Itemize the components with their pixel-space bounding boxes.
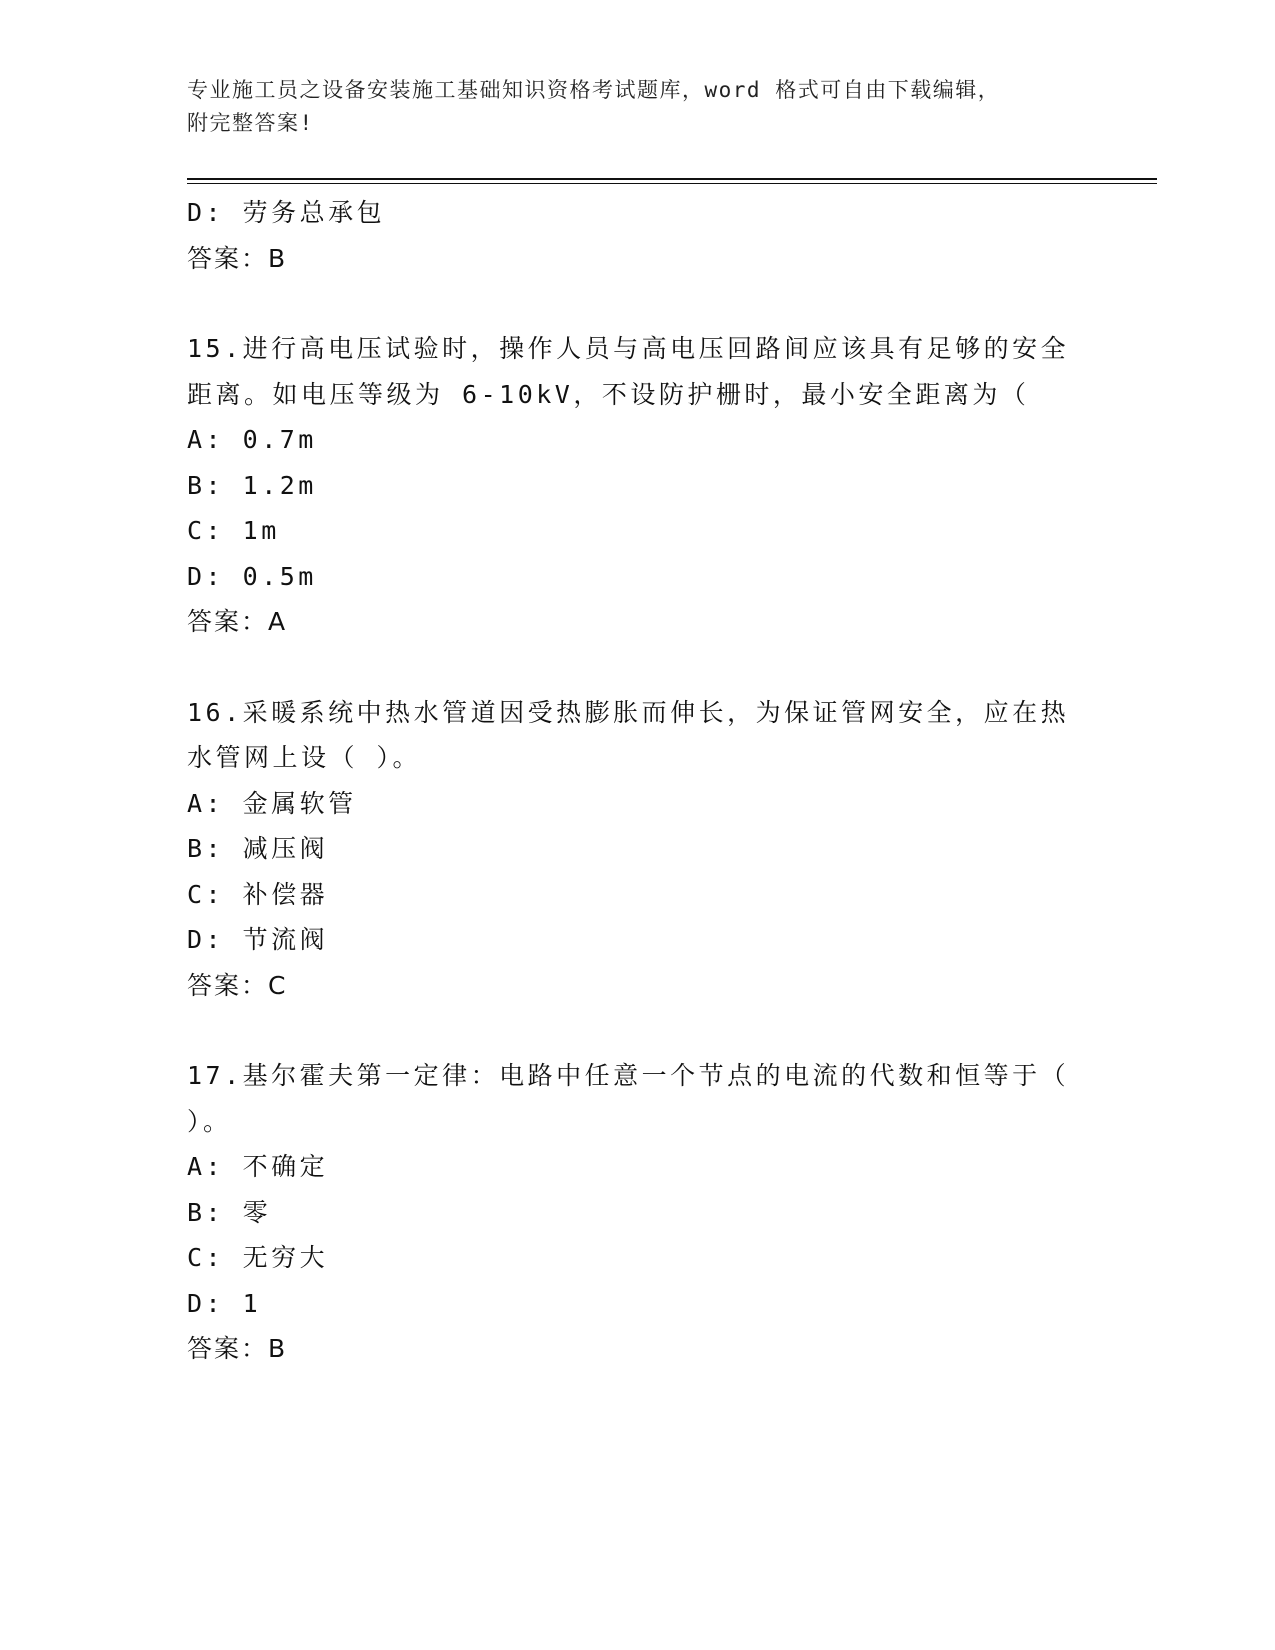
page-header bbox=[187, 74, 1067, 140]
option-a: A: 不确定 bbox=[187, 1152, 329, 1181]
question-stem: ）。 bbox=[187, 1106, 232, 1136]
question-stem: 16.采暖系统中热水管道因受热膨胀而伸长，为保证管网安全，应在热 bbox=[187, 697, 1070, 727]
option-a: A: 0.7m bbox=[187, 425, 317, 454]
option-d: D: 劳务总承包 bbox=[187, 198, 386, 227]
answer-line: 答案：C bbox=[187, 970, 288, 1000]
option-d: D: 节流阀 bbox=[187, 925, 329, 954]
option-c: C: 无穷大 bbox=[187, 1243, 329, 1272]
option-a: A: 金属软管 bbox=[187, 788, 357, 818]
option-b: B: 减压阀 bbox=[187, 834, 329, 863]
option-d: D: 1 bbox=[187, 1288, 262, 1318]
question-16 bbox=[187, 690, 1087, 1009]
spacer bbox=[187, 1008, 1087, 1053]
header-rule-thick bbox=[187, 178, 1157, 180]
header-line-2: 附完整答案! bbox=[187, 111, 314, 135]
option-d: D: 0.5m bbox=[187, 561, 317, 591]
question-15 bbox=[187, 326, 1087, 645]
answer-line: 答案：B bbox=[187, 243, 288, 273]
option-c: C: 补偿器 bbox=[187, 879, 329, 909]
option-b: B: 零 bbox=[187, 1197, 272, 1227]
spacer bbox=[187, 281, 1087, 326]
question-stem: 水管网上设（ ）。 bbox=[187, 743, 422, 772]
option-b: B: 1.2m bbox=[187, 470, 317, 500]
answer-line: 答案：A bbox=[187, 607, 288, 636]
header-line-1: 专业施工员之设备安装施工基础知识资格考试题库，word 格式可自由下载编辑， bbox=[187, 78, 1001, 102]
header-rule-thin bbox=[187, 183, 1157, 184]
question-stem: 17.基尔霍夫第一定律：电路中任意一个节点的电流的代数和恒等于（ bbox=[187, 1061, 1070, 1090]
spacer bbox=[187, 645, 1087, 690]
question-stem: 15.进行高电压试验时，操作人员与高电压回路间应该具有足够的安全 bbox=[187, 334, 1070, 363]
question-17 bbox=[187, 1053, 1087, 1372]
question-stem: 距离。如电压等级为 6-10kV，不设防护栅时，最小安全距离为（ bbox=[187, 379, 1030, 409]
question-content bbox=[187, 190, 1087, 1372]
option-c: C: 1m bbox=[187, 516, 280, 545]
answer-line: 答案：B bbox=[187, 1334, 288, 1363]
